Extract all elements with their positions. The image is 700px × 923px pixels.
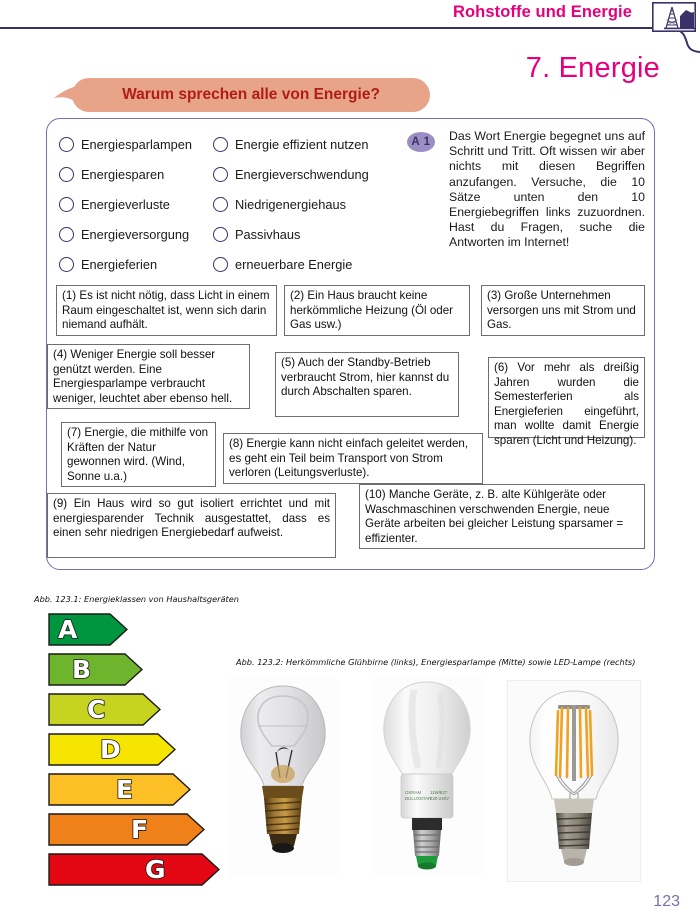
energy-class-row-f (32, 812, 207, 852)
statement-box-7: (7) Energie, die mithilfe von Kräften der Natur gewonnen wird. (Wind, Sonne u.a.) (61, 422, 216, 487)
page-number: 123 (653, 893, 680, 910)
statement-box-10: (10) Manche Geräte, z. B. alte Kühlgeräte oder Waschmaschinen verschwenden Energie, neue Geräte arbeiten bei gleicher Leistung sparsamer = effizienter. (359, 484, 645, 549)
exercise-panel (46, 118, 655, 570)
term-label: Energieverluste (81, 196, 170, 212)
statement-box-5: (5) Auch der Standby-Betrieb verbraucht Strom, hier kannst du durch Abschalten sparen. (275, 352, 459, 417)
energy-class-label-g: G (145, 855, 166, 884)
term-option-energieverluste[interactable] (59, 197, 213, 212)
energy-class-label-e: E (116, 775, 134, 804)
term-option-niedrigenergiehaus[interactable] (213, 197, 398, 212)
energy-bar-f (48, 813, 205, 846)
term-label: Energiesparen (81, 166, 165, 182)
statement-box-3: (3) Große Unternehmen versorgen uns mit Strom und Gas. (481, 285, 645, 336)
term-row (59, 189, 399, 219)
term-option-energieferien[interactable] (59, 257, 213, 272)
term-option-energiesparen[interactable] (59, 167, 213, 182)
question-speech-bubble (52, 78, 432, 112)
task-instructions: Das Wort Energie begegnet uns auf Schritt und Tritt. Oft wissen wir aber nichts mit diesen Begriffen anzufangen. Versuche, die 10 Sätze unten den 10 Energiebegriffen links zuzuordnen. Hast du Fragen, suche die Antworten im Internet! (449, 129, 645, 250)
term-option-energiesparlampen[interactable] (59, 137, 213, 152)
figure-caption-2: Abb. 123.2: Herkömmliche Glühbirne (links), Energiesparlampe (Mitte) sowie LED-Lampe (rechts) (236, 657, 636, 667)
figure-caption-1: Abb. 123.1: Energieklassen von Haushaltsgeräten (34, 594, 239, 604)
energy-class-chart (32, 612, 207, 897)
energy-class-row-b (32, 652, 207, 692)
energy-class-row-e (32, 772, 207, 812)
svg-text:11W/827: 11W/827 (430, 790, 448, 795)
statement-box-2: (2) Ein Haus braucht keine herkömmliche Heizung (Öl oder Gas usw.) (284, 285, 470, 336)
term-label: Passivhaus (235, 226, 301, 242)
statement-box-6: (6) Vor mehr als dreißig Jahren wurden die Semesterferien als Energieferien eingeführt, man wollte damit Energie sparen (Licht und Heizung). (488, 357, 645, 438)
circle-bullet-icon[interactable] (213, 257, 228, 272)
task-a1 (407, 129, 645, 251)
led-bulb-photo (507, 680, 641, 882)
term-label: Energieversorgung (81, 226, 190, 242)
circle-bullet-icon[interactable] (59, 137, 74, 152)
bulb-photo-group (224, 672, 654, 887)
term-label: Energieverschwendung (235, 166, 369, 182)
speech-bubble-text: Warum sprechen alle von Energie? (122, 86, 380, 103)
svg-text:220-240V: 220-240V (430, 796, 450, 801)
compact-fluorescent-bulb-photo (372, 676, 482, 876)
energy-class-label-c: C (87, 695, 106, 724)
term-row (59, 219, 399, 249)
energy-class-label-d: D (100, 735, 121, 764)
term-option-energieversorgung[interactable] (59, 227, 213, 242)
circle-bullet-icon[interactable] (213, 227, 228, 242)
energy-class-row-c (32, 692, 207, 732)
chapter-title: 7. Energie (525, 52, 660, 84)
circle-bullet-icon[interactable] (59, 167, 74, 182)
energy-class-row-d (32, 732, 207, 772)
energy-class-label-b: B (72, 655, 92, 684)
speech-bubble-body (72, 78, 430, 112)
task-badge: A 1 (407, 132, 435, 152)
term-option-energie-effizient-nutzen[interactable] (213, 137, 398, 152)
term-row (59, 159, 399, 189)
term-option-energieverschwendung[interactable] (213, 167, 398, 182)
svg-text:OSRAM: OSRAM (405, 790, 422, 795)
term-label: Energie effizient nutzen (235, 136, 369, 152)
header-title: Rohstoffe und Energie (452, 3, 632, 21)
term-option-erneuerbare-energie[interactable] (213, 257, 398, 272)
term-label: Niedrigenergiehaus (235, 196, 346, 212)
energy-bar-b (48, 653, 143, 686)
circle-bullet-icon[interactable] (213, 197, 228, 212)
term-label: Energiesparlampen (81, 136, 192, 152)
energy-bar-g (48, 853, 220, 886)
statement-box-1: (1) Es ist nicht nötig, dass Licht in einem Raum eingeschaltet ist, wenn sich darin niemand aufhält. (56, 285, 277, 336)
term-label: Energieferien (81, 256, 158, 272)
term-option-passivhaus[interactable] (213, 227, 398, 242)
circle-bullet-icon[interactable] (59, 227, 74, 242)
circle-bullet-icon[interactable] (213, 137, 228, 152)
energy-terms-list (59, 129, 399, 279)
term-label: erneuerbare Energie (235, 256, 353, 272)
incandescent-bulb-photo (228, 678, 338, 878)
energy-class-label-f: F (131, 815, 149, 844)
statement-box-4: (4) Weniger Energie soll besser genützt werden. Eine Energiesparlampe verbraucht weniger, leuchtet aber ebenso hell. (47, 344, 250, 409)
term-row (59, 129, 399, 159)
svg-text:DULUXSTAR: DULUXSTAR (405, 796, 432, 801)
statement-box-9: (9) Ein Haus wird so gut isoliert errichtet und mit energiesparender Technik ausgestattet, dass es einen sehr niedrigen Energiebedarf aufweist. (47, 493, 336, 558)
energy-class-label-a: A (58, 615, 78, 644)
header-rule (0, 27, 645, 29)
statement-box-8: (8) Energie kann nicht einfach geleitet werden, es geht ein Teil beim Transport von Strom verloren (Leitungsverluste). (223, 433, 483, 484)
circle-bullet-icon[interactable] (59, 197, 74, 212)
circle-bullet-icon[interactable] (213, 167, 228, 182)
energy-class-row-a (32, 612, 207, 652)
page-header (0, 0, 700, 36)
energy-class-row-g (32, 852, 207, 892)
oil-derrick-icon (652, 2, 696, 32)
term-row (59, 249, 399, 279)
circle-bullet-icon[interactable] (59, 257, 74, 272)
